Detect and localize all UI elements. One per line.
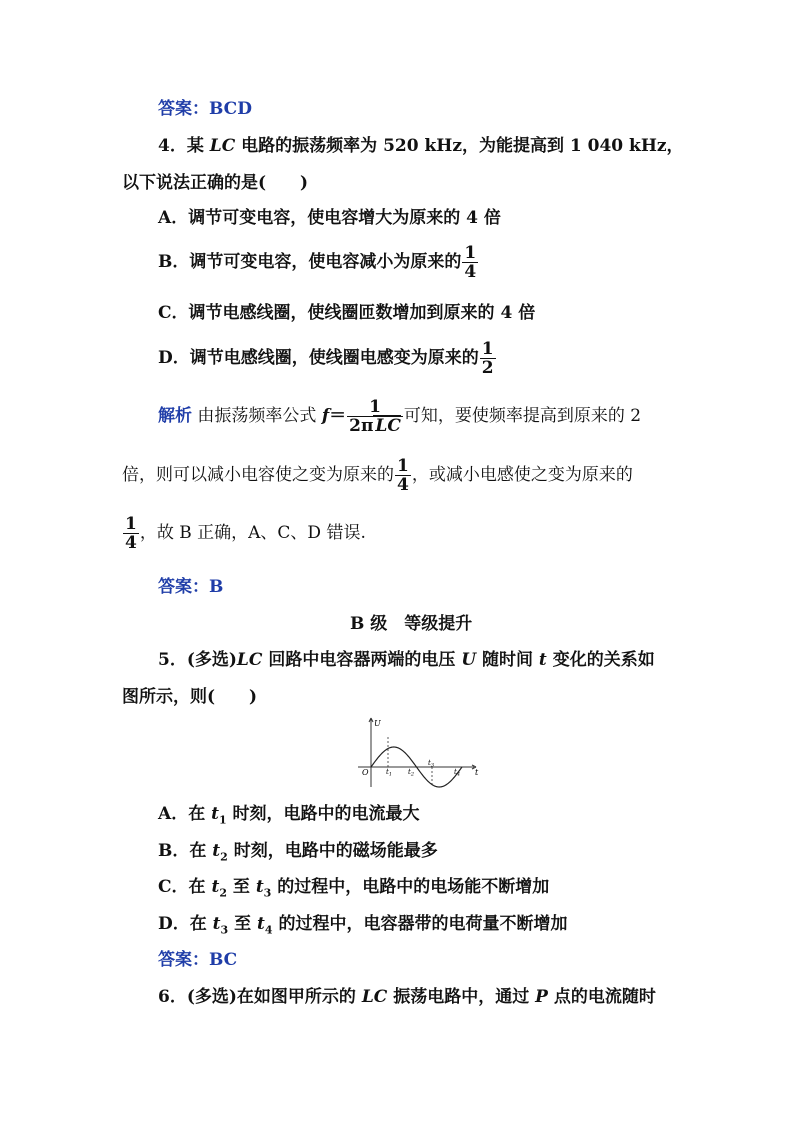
voltage-time-graph xyxy=(350,715,480,790)
q6-stem-line1: 6．(多选)在如图甲所示的 LC 振荡电路中，通过 P 点的电流随时 xyxy=(158,987,656,1007)
q5-option-a: A．在 $t_1$ 时刻，电路中的电流最大 xyxy=(158,804,420,827)
q4-stem-line2: 以下说法正确的是( ) xyxy=(122,173,309,193)
q5-stem-line1: 5．(多选)LC 回路中电容器两端的电压 U 随时间 t 变化的关系如 xyxy=(158,650,655,670)
origin-label: O xyxy=(362,768,369,777)
q4-option-d: D．调节电感线圈，使线圈电感变为原来的 $\frac{1}{2}$ xyxy=(158,339,494,378)
t-axis-label: t xyxy=(475,768,479,777)
q4-option-a: A．调节可变电容，使电容增大为原来的 4 倍 xyxy=(158,208,501,228)
tick-t3: $t_3$ xyxy=(428,759,435,769)
u-axis-label: U xyxy=(374,719,381,728)
q4-stem-line1: 4．某 LC 电路的振荡频率为 520 kHz，为能提高到 1 040 kHz， xyxy=(158,136,684,156)
tick-t2: $t_2$ xyxy=(408,768,415,778)
q5-option-c: C．在 $t_2$ 至 $t_3$ 的过程中，电路中的电场能不断增加 xyxy=(158,877,550,900)
tick-t1: $t_1$ xyxy=(386,768,393,778)
q5-option-b: B．在 $t_2$ 时刻，电路中的磁场能最多 xyxy=(158,841,438,864)
analysis-line3: $\frac{1}{4}$ ，故 B 正确，A、C、D 错误. xyxy=(125,514,366,553)
analysis-label: 解析 xyxy=(158,406,192,426)
q5-stem-line2: 图所示，则( ) xyxy=(122,687,258,707)
answer-q3: 答案：BCD xyxy=(158,99,252,119)
answer-q5: 答案：BC xyxy=(158,950,238,970)
tick-t4: $t_4$ xyxy=(454,768,461,778)
answer-q4: 答案：B xyxy=(158,577,224,597)
q4-option-b: B．调节可变电容，使电容减小为原来的 $\frac{1}{4}$ xyxy=(158,243,477,282)
analysis-line2: 倍，则可以减小电容使之变为原来的 $\frac{1}{4}$ ，或减小电感使之变为原来的 xyxy=(122,456,633,495)
section-heading: B 级 等级提升 xyxy=(350,614,473,634)
q5-option-d: D．在 $t_3$ 至 $t_4$ 的过程中，电容器带的电荷量不断增加 xyxy=(158,914,568,937)
frequency-formula: $\frac{1}{\text{2π LC}}$ xyxy=(349,397,401,436)
analysis-line1: 解析 由振荡频率公式 f＝ $\frac{1}{\text{2π LC}}$ 可知，要使频率提高到原来的 2 xyxy=(158,397,642,436)
q4-option-c: C．调节电感线圈，使线圈匝数增加到原来的 4 倍 xyxy=(158,303,536,323)
